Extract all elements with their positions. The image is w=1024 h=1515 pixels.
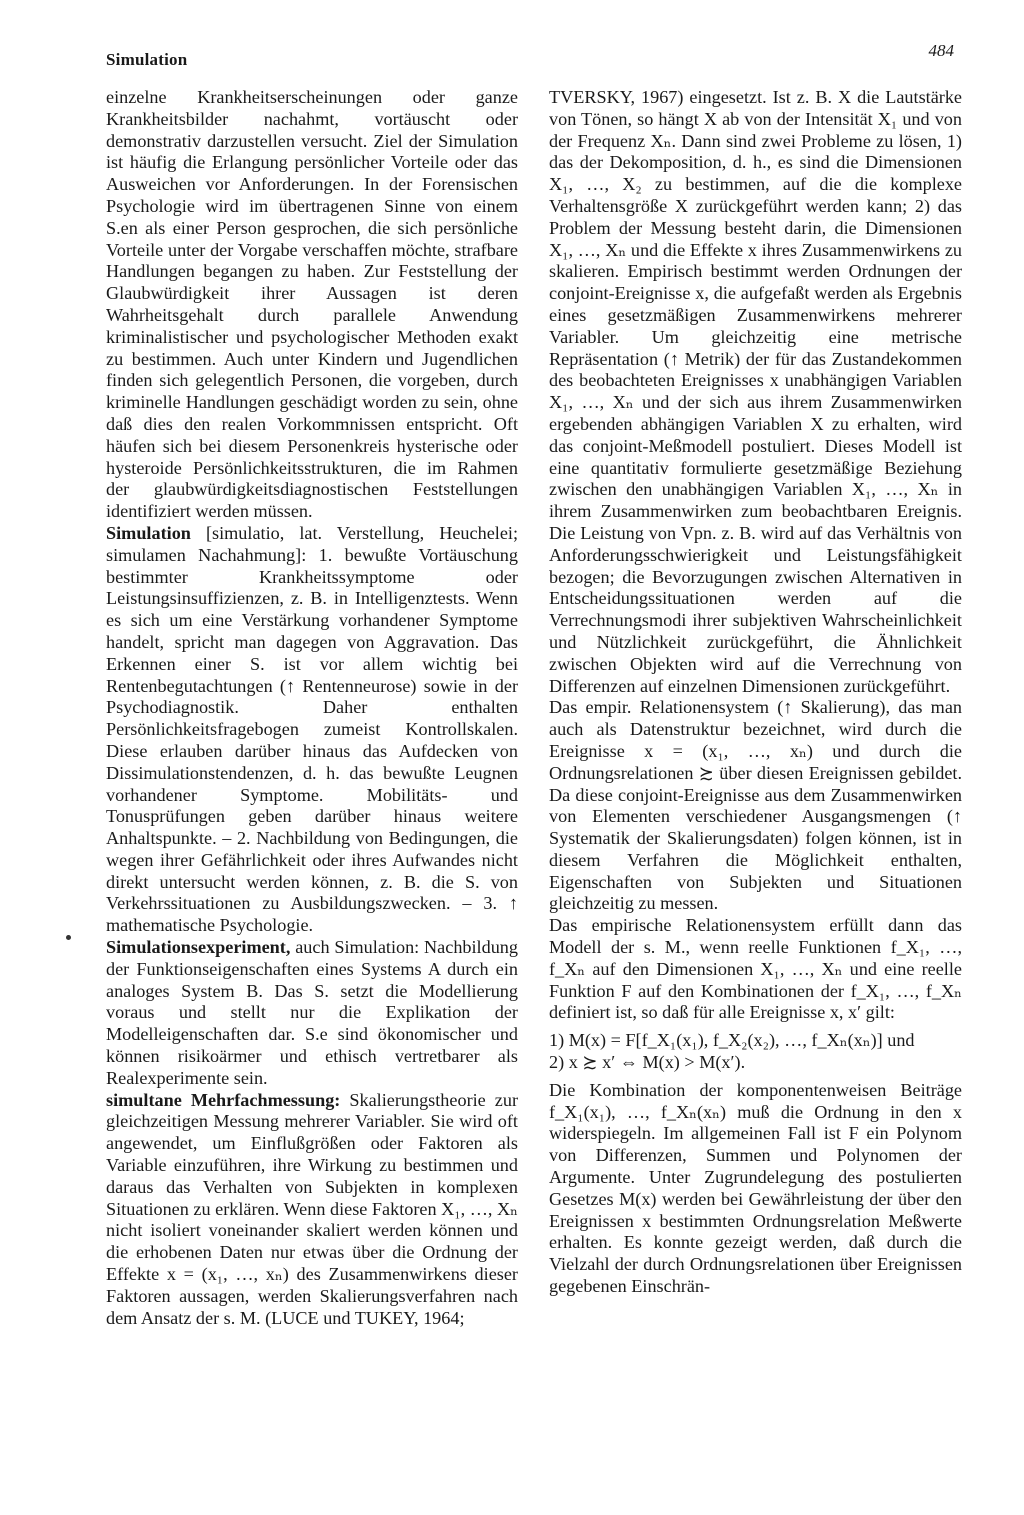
- entry-simulationsexperiment: [106, 937, 518, 1090]
- page-number: 484: [928, 41, 954, 60]
- entry-text: [simulatio, lat. Verstellung, Heuchelei; simulamen Nachahmung]: 1. bewußte Vortäuschung bestimmter Krankheitssymptome oder Leistungsinsuffizienzen, z. B. in Intelligenztests. Wenn es sich um eine Verstärkung vorhandener Symptome handelt, spricht man dagegen von Aggravation. Das Erkennen einer S. ist vor allem wichtig bei Rentenbegutachtungen (↑ Rentenneurose) sowie in der Psychodiagnostik. Daher enthalten Persönlichkeitsfragebogen zumeist Kontrollskalen. Diese erlauben darüber hinaus das Aufdecken von Dissimulationstendenzen, d. h. das bewußte Leugnen vorhandener Symptome. Mobilitäts- und Tonusprüfungen geben darüber hinaus weitere Anhaltspunkte. – 2. Nachbildung von Bedingungen, die wegen ihrer Gefährlichkeit oder ihres Aufwandes nicht direkt untersucht werden können, z. B. die S. von Verkehrssituationen zu Ausbildungszwecken. – 3. ↑ mathematische Psychologie.: [106, 522, 518, 936]
- formula-1: 1) M(x) = F[f_X₁(x₁), f_X₂(x₂), …, f_Xₙ(xₙ)] und: [549, 1030, 915, 1051]
- running-head: Simulation: [106, 50, 188, 69]
- left-column: [106, 87, 518, 1329]
- entry-term: Simulationsexperiment,: [106, 937, 291, 958]
- entry-simultane-mehrfachmessung: [106, 1090, 518, 1330]
- paragraph-continuation: einzelne Krankheitserscheinungen oder ganze Krankheitsbilder nachahmt, vortäuscht oder demonstrativ darzustellen versucht. Ziel der Simulation ist häufig die Erlangung persönlicher Vorteile oder das Ausweichen vor Anforderungen. In der Forensischen Psychologie wird im übertragenen Sinne von einem S.en als einer Person gesprochen, die sich persönliche Vorteile unter der Vorgabe verschaffen möchte, strafbare Handlungen begangen zu haben. Zur Feststellung der Glaubwürdigkeit ihrer Aussagen ist deren Wahrheitsgehalt durch parallele Anwendung kriminalistischer und psychologischer Methoden exakt zu bestimmen. Auch unter Kindern und Jugendlichen finden sich gelegentlich Personen, die vorgeben, durch kriminelle Handlungen geschädigt worden zu sein, ohne daß dies den realen Vorkommnissen entspricht. Oft häufen sich bei diesem Personenkreis hysterische oder hysteroide Persönlichkeitsstrukturen, die im Rahmen der glaubwürdigkeitsdiagnostischen Feststellungen identifiziert werden müssen.: [106, 87, 518, 522]
- paragraph-continuation: TVERSKY, 1967) eingesetzt. Ist z. B. X die Lautstärke von Tönen, so hängt X ab von der Intensität X₁ und von der Frequenz Xₙ. Dann sind zwei Probleme zu lösen, 1) das der Dekomposition, d. h., es sind die Dimensionen X₁, …, X₂ zu bestimmen, auf die die komplexe Verhaltensgröße X zurückgeführt werden kann; 2) das Problem der Messung besteht darin, die Dimensionen X₁, …, Xₙ und die Effekte x ihres Zusammenwirkens zu skalieren. Empirisch bestimmt werden Ordnungen der conjoint-Ereignisse x, die aufgefaßt werden als Ergebnis eines gesetzmäßigen Zusammenwirkens mehrerer Variabler. Um gleichzeitig eine metrische Repräsentation (↑ Metrik) der für das Zustandekommen des beobachteten Ereignisses x unabhängigen Variablen X₁, …, Xₙ und der sich aus ihrem Zusammenwirken ergebenden abhängigen Variablen X zu erhalten, wird das conjoint-Meßmodell postuliert. Dieses Modell ist eine quantitativ formulierte gesetzmäßige Beziehung zwischen den unabhängigen Variablen X₁, …, Xₙ in ihrem Zusammenwirken zum beobachtbaren Ereignis. Die Leistung von Vpn. z. B. wird auf das Verhältnis von Anforderungsschwierigkeit und Leistungsfähigkeit bezogen; die Bevorzugungen zwischen Alternativen in Entscheidungssituationen werden auf die Verrechnungsmodi ihrer subjektiven Wahrscheinlichkeit und Nützlichkeit zurückgeführt, die Ähnlichkeit zwischen Objekten wird auf die Verrechnung von Differenzen auf einzelnen Dimensionen zurückgeführt.: [549, 87, 962, 696]
- entry-text: Skalierungstheorie zur gleichzeitigen Messung mehrerer Variabler. Sie wird oft angewendet, um Einflußgrößen oder Faktoren als Variable einzuführen, ihre Wirkung zu bestimmen und daraus das Verhalten von Subjekten in komplexen Situationen zu erklären. Wenn diese Faktoren X₁, …, Xₙ nicht isoliert voneinander skaliert werden können und die erhobenen Daten nur etwas über die Ordnung der Effekte x = (x₁, …, xₙ) des Zusammenwirkens dieser Faktoren aussagen, werden Skalierungsverfahren nach dem Ansatz der s. M. (LUCE und TUKEY, 1964;: [106, 1089, 518, 1328]
- scan-speck: [66, 935, 71, 940]
- paragraph-modell: Das empirische Relationensystem erfüllt dann das Modell der s. M., wenn reelle Funktionen f_X₁, …, f_Xₙ auf den Dimensionen X₁, …, Xₙ und eine reelle Funktion F auf den Kombinationen der f_X₁, …, f_Xₙ definiert ist, so daß für alle Ereignisse x, x′ gilt:: [549, 915, 962, 1023]
- right-column: [549, 87, 962, 1298]
- formula-2: 2) x ≿ x′ ⇔ M(x) > M(x′).: [549, 1052, 746, 1073]
- entry-term: Simulation: [106, 522, 191, 543]
- formula-block: [549, 1030, 962, 1074]
- entry-term: simultane Mehrfachmessung:: [106, 1089, 341, 1110]
- entry-simulation: [106, 523, 518, 937]
- entry-text: auch Simulation: Nachbildung der Funktionseigenschaften eines Systems A durch ein analoges System B. Das S. setzt die Modellierung voraus und stellt nur die Explikation der Modelleigenschaften dar. S.e sind ökonomischer und können risikoärmer und ethisch vertretbarer als Realexperimente sein.: [106, 937, 518, 1088]
- paragraph-relationensystem: Das empir. Relationensystem (↑ Skalierung), das man auch als Datenstruktur bezeichnet, wird durch die Ereignisse x = (x₁, …, xₙ) und durch die Ordnungsrelationen ≿ über diesen Ereignissen gebildet. Da diese conjoint-Ereignisse aus dem Zusammenwirken von Elementen verschiedener Ausgangsmengen (↑ Systematik der Skalierungsdaten) folgen können, ist in diesem Verfahren die Möglichkeit enthalten, Eigenschaften von Subjekten und Situationen gleichzeitig zu messen.: [549, 697, 962, 914]
- paragraph-kombination: Die Kombination der komponentenweisen Beiträge f_X₁(x₁), …, f_Xₙ(xₙ) muß die Ordnung in den x widerspiegeln. Im allgemeinen Fall ist F ein Polynom von Differenzen, Summen und Polynomen der Argumente. Unter Zugrundelegung des postulierten Gesetzes M(x) werden bei Gewährleistung der über den Ereignissen x bestimmten Ordnungsrelation Meßwerte erhalten. Es konnte gezeigt werden, daß durch die Vielzahl der durch Ordnungsrelationen über Ereignissen gegebenen Einschrän-: [549, 1079, 962, 1297]
